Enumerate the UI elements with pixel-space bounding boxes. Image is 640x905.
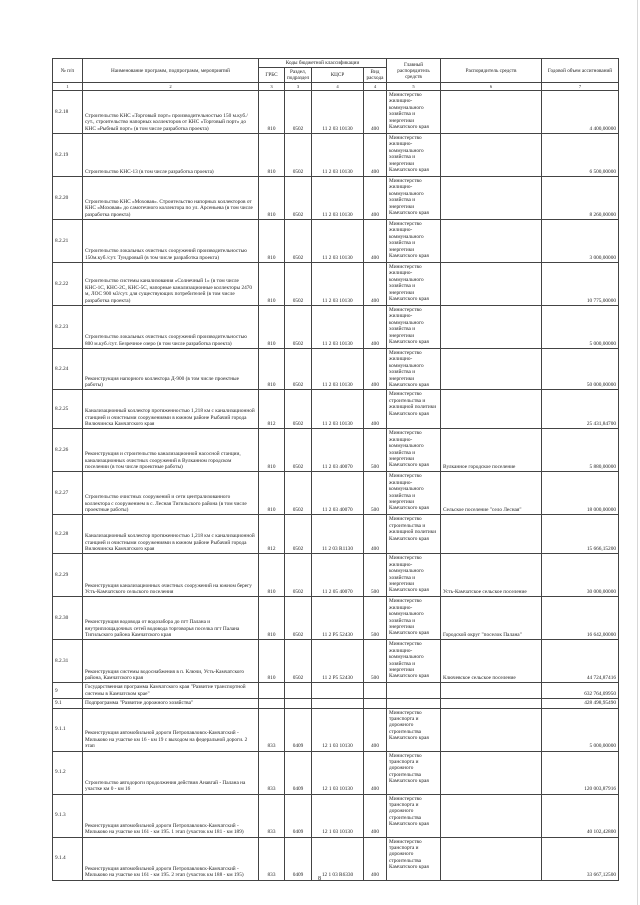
row-number: 9 [53, 683, 83, 699]
row-admin: Министерство жилищно-коммунального хозяйства и энергетики Камчатского края [387, 91, 441, 134]
row-grbs-code: 833 [259, 794, 285, 837]
table-row [53, 794, 619, 837]
row-expense-type: 500 [364, 472, 387, 515]
row-section-code: 0502 [285, 472, 312, 515]
row-section-code [285, 699, 312, 708]
row-section-code: 0502 [285, 134, 312, 177]
row-expense-type: 400 [364, 751, 387, 794]
row-amount: 18 000,00000 [542, 472, 619, 515]
row-number: 8.2.31 [53, 640, 83, 683]
page-number: 8 [318, 876, 321, 882]
row-recipient [441, 708, 542, 751]
row-recipient: Вулканное городское поселение [441, 429, 542, 472]
row-expense-type: 400 [364, 708, 387, 751]
row-recipient [441, 134, 542, 177]
scan-edge-line [637, 0, 638, 905]
row-number: 9.1.1 [53, 708, 83, 751]
table-row [53, 683, 619, 699]
header-admin: Главный распорядитель средств [387, 59, 441, 83]
row-section-code: 0502 [285, 349, 312, 390]
row-name: Подпрограмма "Развитие дорожного хозяйства" [83, 699, 259, 708]
row-admin: Министерство жилищно-коммунального хозяйства и энергетики Камчатского края [387, 429, 441, 472]
row-grbs-code: 810 [259, 134, 285, 177]
budget-table [52, 58, 619, 881]
row-admin [387, 683, 441, 699]
row-kcsr-code: 12 1 03 10130 [312, 708, 364, 751]
row-number: 8.2.20 [53, 177, 83, 220]
row-amount: 33 667,12500 [542, 837, 619, 880]
row-number: 8.2.25 [53, 390, 83, 429]
row-expense-type: 400 [364, 134, 387, 177]
row-name: Строительство локальных очистных сооружений производительностью 150м.куб./сут. Тундровый (в том числе разработка проекта) [83, 220, 259, 263]
row-kcsr-code: 11 2 03 10130 [312, 349, 364, 390]
row-recipient [441, 683, 542, 699]
row-section-code: 0502 [285, 554, 312, 597]
table-row [53, 472, 619, 515]
row-kcsr-code: 11 2 03 10130 [312, 177, 364, 220]
row-expense-type: 400 [364, 220, 387, 263]
row-admin: Министерство жилищно-коммунального хозяйства и энергетики Камчатского края [387, 554, 441, 597]
table-row [53, 597, 619, 640]
row-amount: 6 500,00000 [542, 134, 619, 177]
row-grbs-code: 833 [259, 837, 285, 880]
row-name: Канализационный коллектор протяженностью 1,218 км с канализационной станцией и очистными сооружениями в южном районе Рыбачий города Вилючинска Камчатского края [83, 390, 259, 429]
table-row [53, 390, 619, 429]
row-grbs-code: 810 [259, 640, 285, 683]
row-name: Реконструкция автомобильной дороги Петропавловск-Камчатский - Мильково на участке км 161 - км 195. 2 этап (участок км 188 - км 195) [83, 837, 259, 880]
row-section-code: 0502 [285, 306, 312, 349]
header-recipient: Распорядитель средств [441, 59, 542, 83]
table-row [53, 91, 619, 134]
table-row [53, 220, 619, 263]
row-section-code [285, 683, 312, 699]
row-section-code: 0502 [285, 177, 312, 220]
row-name: Строительство очистных сооружений и сети централизованного коллектора с сооружением в с. Лесная Тигильского района (в том числе проектные работы) [83, 472, 259, 515]
row-name: Реконструкция водовода от водозабора до пгт Палана и внутриплощадочных сетей водовода торговорья поселка пгт Палана Тигильского района Камчатского края [83, 597, 259, 640]
row-amount: 5 000,00000 [542, 306, 619, 349]
table-row [53, 554, 619, 597]
table-row [53, 263, 619, 306]
row-section-code: 0502 [285, 263, 312, 306]
row-grbs-code: 810 [259, 472, 285, 515]
row-admin: Министерство жилищно-коммунального хозяйства и энергетики Камчатского края [387, 177, 441, 220]
row-name: Реконструкция и строительство канализационной насосной станции, канализационных очистных сооружений в Вулканном городском поселении (в том числе проектные работы) [83, 429, 259, 472]
row-expense-type: 400 [364, 349, 387, 390]
header-vr: Вид расхода [364, 68, 387, 83]
row-admin: Министерство жилищно-коммунального хозяйства и энергетики Камчатского края [387, 134, 441, 177]
header-rzpr: Раздел, подраздел [285, 68, 312, 83]
row-expense-type: 400 [364, 515, 387, 554]
row-name: Строительство системы канализования «Солнечный 1» (в том числе КНС-1С, КНС-2С, КНС-5С, напорные канализационные коллекторы 2470 м, ЛОС 900 м3/сут. для существующих потребителей (в том числе разработка проекта) [83, 263, 259, 306]
row-kcsr-code: 11 2 03 10130 [312, 220, 364, 263]
table-row [53, 751, 619, 794]
row-recipient [441, 390, 542, 429]
row-amount: 428 498,95490 [542, 699, 619, 708]
row-grbs-code: 833 [259, 751, 285, 794]
row-amount: 25 431,84700 [542, 390, 619, 429]
row-recipient [441, 349, 542, 390]
column-index: 4 [364, 83, 387, 91]
row-admin: Министерство транспорта и дорожного строительства Камчатского края [387, 751, 441, 794]
row-recipient [441, 751, 542, 794]
row-recipient [441, 177, 542, 220]
row-admin [387, 699, 441, 708]
row-expense-type: 500 [364, 597, 387, 640]
table-row [53, 699, 619, 708]
column-index: 3 [285, 83, 312, 91]
column-index: 1 [53, 83, 83, 91]
row-kcsr-code: 11 2 03 10130 [312, 263, 364, 306]
row-section-code: 0409 [285, 708, 312, 751]
row-number: 8.2.24 [53, 349, 83, 390]
header-grbs: ГРБС [259, 68, 285, 83]
row-recipient: Городской округ "поселок Палана" [441, 597, 542, 640]
row-amount: 40 102,42800 [542, 794, 619, 837]
row-amount: 5 000,00000 [542, 708, 619, 751]
table-row [53, 640, 619, 683]
row-name: Строительство автодороги продолжения действия Анавгай - Палана на участке км 0 - км 16 [83, 751, 259, 794]
row-name: Строительство КНС «Торговый порт» производительностью 150 м.куб./сут., строительство напорных коллекторов от КНС «Торговый порт» до КНС «Рыбный порт» (в том числе разработка проекта) [83, 91, 259, 134]
row-grbs-code: 812 [259, 390, 285, 429]
table-row [53, 349, 619, 390]
row-amount: 3 000,00000 [542, 220, 619, 263]
row-grbs-code: 810 [259, 554, 285, 597]
row-kcsr-code: 11 2 03 10130 [312, 134, 364, 177]
row-kcsr-code: 11 2 03 40070 [312, 429, 364, 472]
row-amount: 44 724,87416 [542, 640, 619, 683]
row-amount: 15 666,15200 [542, 515, 619, 554]
row-number: 9.1 [53, 699, 83, 708]
row-amount: 120 003,87916 [542, 751, 619, 794]
row-grbs-code: 833 [259, 708, 285, 751]
row-expense-type [364, 699, 387, 708]
row-number: 8.2.18 [53, 91, 83, 134]
row-grbs-code: 810 [259, 263, 285, 306]
column-index: 5 [387, 83, 441, 91]
row-grbs-code: 810 [259, 306, 285, 349]
row-admin: Министерство жилищно-коммунального хозяйства и энергетики Камчатского края [387, 263, 441, 306]
header-name: Наименование программ, подпрограмм, мероприятий [83, 59, 259, 83]
row-recipient [441, 306, 542, 349]
row-section-code: 0502 [285, 597, 312, 640]
row-name: Реконструкция напорного коллектора Д-900 (в том числе проектные работы) [83, 349, 259, 390]
row-number: 8.2.30 [53, 597, 83, 640]
table-body [53, 91, 619, 881]
column-index: 3 [259, 83, 285, 91]
row-grbs-code: 810 [259, 177, 285, 220]
row-number: 8.2.23 [53, 306, 83, 349]
row-amount: 4 400,00000 [542, 91, 619, 134]
row-section-code: 0409 [285, 837, 312, 880]
row-number: 8.2.21 [53, 220, 83, 263]
row-expense-type [364, 683, 387, 699]
row-admin: Министерство жилищно-коммунального хозяйства и энергетики Камчатского края [387, 640, 441, 683]
row-section-code: 0502 [285, 640, 312, 683]
row-recipient [441, 699, 542, 708]
row-grbs-code [259, 699, 285, 708]
row-number: 8.2.19 [53, 134, 83, 177]
row-section-code: 0502 [285, 220, 312, 263]
row-expense-type: 500 [364, 429, 387, 472]
row-admin: Министерство строительства и жилищной политики Камчатского края [387, 515, 441, 554]
table-row [53, 708, 619, 751]
row-expense-type: 400 [364, 390, 387, 429]
row-amount: 632 764,09950 [542, 683, 619, 699]
header-kcsr: КЦСР [312, 68, 364, 83]
row-admin: Министерство жилищно-коммунального хозяйства и энергетики Камчатского края [387, 220, 441, 263]
row-number: 8.2.26 [53, 429, 83, 472]
row-grbs-code [259, 683, 285, 699]
header-num: № п/п [53, 59, 83, 83]
row-recipient [441, 794, 542, 837]
row-kcsr-code [312, 683, 364, 699]
row-admin: Министерство жилищно-коммунального хозяйства и энергетики Камчатского края [387, 597, 441, 640]
row-kcsr-code: 11 2 05 40070 [312, 554, 364, 597]
row-name: Реконструкция автомобильной дороги Петропавловск-Камчатский - Мильково на участке км 161 - км 195. 1 этап (участок км 181 - км 189) [83, 794, 259, 837]
row-admin: Министерство жилищно-коммунального хозяйства и энергетики Камчатского края [387, 349, 441, 390]
column-index-row [53, 83, 619, 91]
row-grbs-code: 812 [259, 515, 285, 554]
row-recipient: Ключевское сельское поселение [441, 640, 542, 683]
row-name: Строительство КНС-13 (в том числе разработка проекта) [83, 134, 259, 177]
row-expense-type: 500 [364, 640, 387, 683]
column-index: 4 [312, 83, 364, 91]
row-kcsr-code: 12 1 03 10130 [312, 794, 364, 837]
row-amount: 10 775,00000 [542, 263, 619, 306]
row-name: Строительство локальных очистных сооружений производительностью 800 м.куб./сут. Безречное озеро (в том числе разработка проекта) [83, 306, 259, 349]
table-row [53, 134, 619, 177]
row-kcsr-code: 12 1 03 R6330 [312, 837, 364, 880]
row-kcsr-code: 11 2 P5 52430 [312, 597, 364, 640]
row-admin: Министерство жилищно-коммунального хозяйства и энергетики Камчатского края [387, 472, 441, 515]
row-number: 9.1.2 [53, 751, 83, 794]
row-kcsr-code: 11 2 03 10130 [312, 91, 364, 134]
row-recipient [441, 91, 542, 134]
row-grbs-code: 810 [259, 220, 285, 263]
header-row [53, 59, 619, 68]
row-kcsr-code: 12 1 03 10130 [312, 751, 364, 794]
row-amount: 5 880,00000 [542, 429, 619, 472]
row-number: 9.1.3 [53, 794, 83, 837]
row-recipient [441, 837, 542, 880]
row-admin: Министерство транспорта и дорожного строительства Камчатского края [387, 837, 441, 880]
column-index: 2 [83, 83, 259, 91]
row-admin: Министерство транспорта и дорожного строительства Камчатского края [387, 794, 441, 837]
table-row [53, 837, 619, 880]
row-amount: 30 000,00000 [542, 554, 619, 597]
row-recipient: Сельское поселение "село Лесная" [441, 472, 542, 515]
row-expense-type: 400 [364, 177, 387, 220]
row-admin: Министерство жилищно-коммунального хозяйства и энергетики Камчатского края [387, 306, 441, 349]
row-name: Строительство КНС «Моховая». Строительство напорных коллекторов от КНС «Моховая» до самотечного коллектора по ул. Арсеньева (в том числе разработка проекта) [83, 177, 259, 220]
row-kcsr-code: 11 2 03 R1130 [312, 515, 364, 554]
row-section-code: 0502 [285, 429, 312, 472]
row-name: Реконструкция канализационных очистных сооружений на южном берегу Усть-Камчатского сельского поселения [83, 554, 259, 597]
row-section-code: 0502 [285, 91, 312, 134]
row-amount: 16 642,00000 [542, 597, 619, 640]
row-admin: Министерство транспорта и дорожного строительства Камчатского края [387, 708, 441, 751]
row-number: 8.2.22 [53, 263, 83, 306]
row-recipient: Усть-Камчатское сельское поселение [441, 554, 542, 597]
row-grbs-code: 810 [259, 429, 285, 472]
row-expense-type: 400 [364, 794, 387, 837]
row-kcsr-code: 11 2 03 10130 [312, 306, 364, 349]
row-expense-type: 400 [364, 837, 387, 880]
row-section-code: 0502 [285, 390, 312, 429]
row-recipient [441, 220, 542, 263]
row-section-code: 0502 [285, 515, 312, 554]
row-kcsr-code: 11 2 03 40070 [312, 472, 364, 515]
row-kcsr-code [312, 699, 364, 708]
row-amount: 50 000,00000 [542, 349, 619, 390]
header-codes-group: Коды бюджетной классификации [259, 59, 387, 68]
row-name: Реконструкция автомобильной дороги Петропавловск-Камчатский - Мильково на участке км 16 - км 19 с выходом на федеральной дороги. 2 этап [83, 708, 259, 751]
row-section-code: 0409 [285, 794, 312, 837]
row-number: 8.2.29 [53, 554, 83, 597]
row-section-code: 0409 [285, 751, 312, 794]
row-grbs-code: 810 [259, 597, 285, 640]
table-row [53, 429, 619, 472]
table-row [53, 177, 619, 220]
row-expense-type: 400 [364, 263, 387, 306]
table-row [53, 306, 619, 349]
row-kcsr-code: 11 2 03 10130 [312, 390, 364, 429]
row-name: Реконструкция системы водоснабжения в п. Ключи, Усть-Камчатского района, Камчатского края [83, 640, 259, 683]
row-name: Государственная программа Камчатского края "Развитие транспортной системы в Камчатском крае" [83, 683, 259, 699]
row-grbs-code: 810 [259, 91, 285, 134]
row-expense-type: 400 [364, 306, 387, 349]
column-index: 7 [542, 83, 619, 91]
row-admin: Министерство строительства и жилищной политики Камчатского края [387, 390, 441, 429]
row-recipient [441, 263, 542, 306]
row-name: Канализационный коллектор протяженностью 1,218 км с канализационной станцией и очистными сооружениями в южном районе Рыбачий города Вилючинска Камчатского края [83, 515, 259, 554]
row-grbs-code: 810 [259, 349, 285, 390]
row-kcsr-code: 11 2 P5 52430 [312, 640, 364, 683]
table-row [53, 515, 619, 554]
row-number: 8.2.27 [53, 472, 83, 515]
column-index: 6 [441, 83, 542, 91]
header-amount: Годовой объем ассигнований [542, 59, 619, 83]
row-amount: 8 260,00000 [542, 177, 619, 220]
row-expense-type: 400 [364, 91, 387, 134]
row-number: 8.2.28 [53, 515, 83, 554]
row-expense-type: 500 [364, 554, 387, 597]
row-recipient [441, 515, 542, 554]
row-number: 9.1.4 [53, 837, 83, 880]
